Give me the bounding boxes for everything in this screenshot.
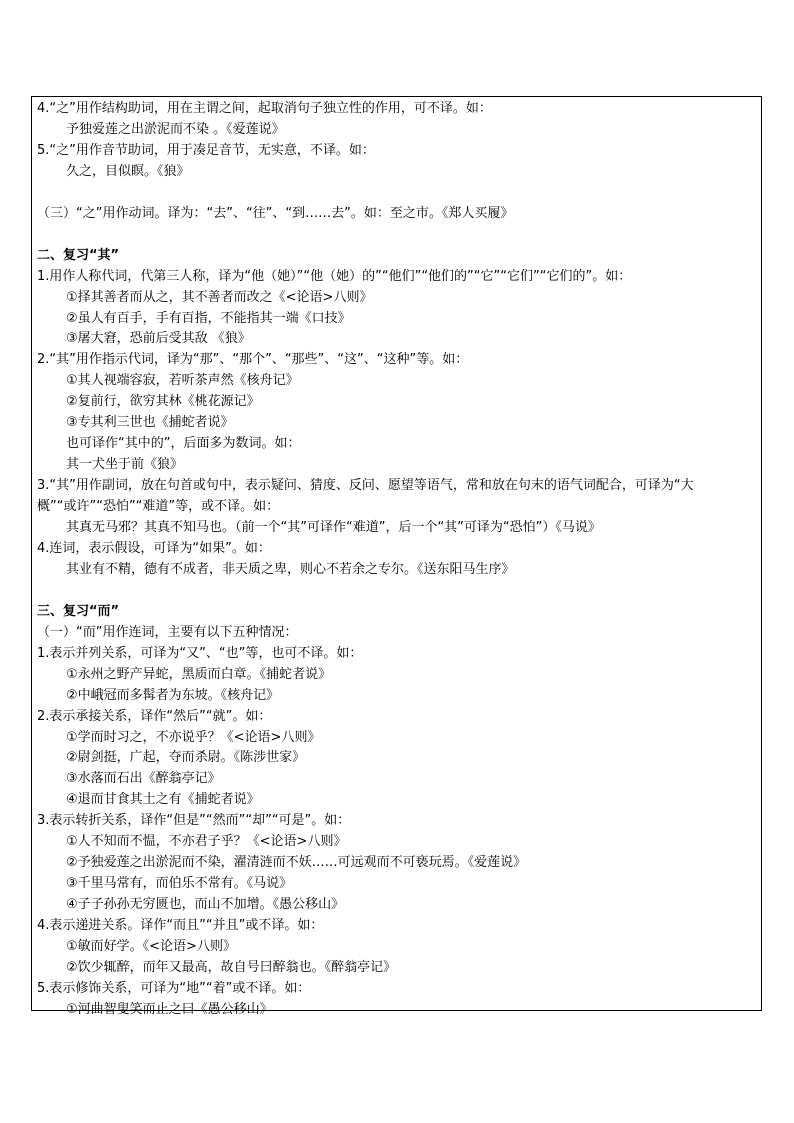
text-line: ③千里马常有，而伯乐不常有。《马说》 xyxy=(66,876,293,892)
text-line: 其业有不精，德有不成者，非天质之卑，则心不若余之专尔。《送东阳马生序》 xyxy=(66,561,515,577)
text-line: ②复前行，欲穷其林《桃花源记》 xyxy=(66,394,260,410)
text-line: ③专其利三世也《捕蛇者说》 xyxy=(66,415,234,431)
text-line: 3.表示转折关系，译作“但是”“然而”“却”“可是”。如： xyxy=(37,813,351,829)
text-line: ①其人视端容寂，若听茶声然《核舟记》 xyxy=(66,373,299,389)
text-line: ②中峨冠而多髯者为东坡。《核舟记》 xyxy=(66,687,280,703)
text-line: ②尉剑挺，广起，夺而杀尉。《陈涉世家》 xyxy=(66,750,306,766)
text-line: 2.“其”用作指示代词，译为“那”、“那个”、“那些”、“这”、“这种”等。如： xyxy=(37,352,469,368)
text-line: 5.“之”用作音节助词，用于凑足音节，无实意，不译。如： xyxy=(37,142,375,158)
text-line: ①敏而好学。《<论语>八则》 xyxy=(66,939,236,954)
text-line: ③水落而石出《醉翁亭记》 xyxy=(66,771,221,787)
text-line: 3.“其”用作副词，放在句首或句中，表示疑问、猜度、反问、愿望等语气，常和放在句末的语气词配合，可译为“大 xyxy=(37,478,694,494)
text-line: 久之，目似瞑。《狼》 xyxy=(66,163,190,179)
text-line: ①河曲智叟笑而止之曰《愚公移山》 xyxy=(66,1001,273,1017)
text-line: （三）“之”用作动词。译为：“去”、“往”、“到……去”。如：至之市。《郑人买履》 xyxy=(37,205,514,221)
text-line: ②予独爱莲之出淤泥而不染，濯清涟而不妖……可远观而不可亵玩焉。《爱莲说》 xyxy=(66,855,527,871)
text-line: 4.表示递进关系。译作“而且”“并且”或不译。如： xyxy=(37,918,324,934)
text-line: ③屠大窘，恐前后受其敌 《狼》 xyxy=(66,331,251,347)
text-line: ①择其善者而从之，其不善者而改之《<论语>八则》 xyxy=(66,289,373,305)
text-line: 其一犬坐于前《狼》 xyxy=(66,457,184,473)
text-line: ②虽人有百手，手有百指，不能指其一端《口技》 xyxy=(66,310,351,326)
text-line: ②饮少辄醉，而年又最高，故自号曰醉翁也。《醉翁亭记》 xyxy=(66,959,397,975)
text-line: 予独爱莲之出淤泥而不染 。《爱莲说》 xyxy=(66,121,285,137)
section-heading: 二、复习“其” xyxy=(37,247,120,263)
text-line: 2.表示承接关系，译作“然后”“就”。如： xyxy=(37,708,272,724)
text-line: 5.表示修饰关系，可译为“地”“着”或不译。如： xyxy=(37,980,311,996)
text-line: （一）“而”用作连词，主要有以下五种情况： xyxy=(37,624,298,640)
text-line: ①学而时习之，不亦说乎？《<论语>八则》 xyxy=(66,729,321,745)
section-heading: 三、复习“而” xyxy=(37,603,120,619)
text-line: 1.用作人称代词，代第三人称，译为“他（她）”“他（她）的”“他们”“他们的”“它”“它们”“它们的”。如： xyxy=(37,268,632,284)
text-line: ④退而甘食其土之有《捕蛇者说》 xyxy=(66,792,260,808)
text-line: 其真无马邪？其真不知马也。（前一个“其”可译作“难道”，后一个“其”可译为“恐怕”）《马说》 xyxy=(66,520,601,535)
text-line: ④子子孙孙无穷匮也，而山不加增。《愚公移山》 xyxy=(66,897,345,913)
text-line: 也可译作“其中的”，后面多为数词。如： xyxy=(66,436,301,452)
text-line: ①人不知而不愠，不亦君子乎？《<论语>八则》 xyxy=(66,834,347,850)
text-line: ①永州之野产异蛇，黑质而白章。《捕蛇者说》 xyxy=(66,666,332,682)
text-line: 4.连词，表示假设，可译为“如果”。如： xyxy=(37,540,271,556)
text-line: 概”“或许”“恐怕”“难道”等，或不译。如： xyxy=(37,499,280,515)
text-line: 4.“之”用作结构助词，用在主谓之间，起取消句子独立性的作用，可不译。如： xyxy=(37,101,492,116)
text-line: 1.表示并列关系，可译为“又”、“也”等，也可不译。如： xyxy=(37,645,363,661)
